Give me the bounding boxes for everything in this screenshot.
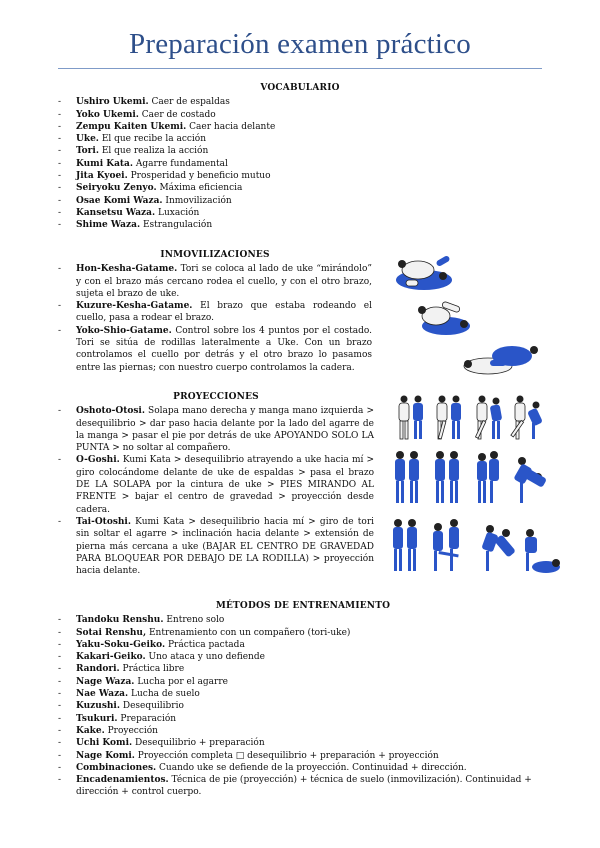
kuzure-kesa-gatame-illustration [412,298,476,342]
list-metodos [58,614,548,798]
section-inmovilizaciones [58,249,372,374]
list-item: - O-Goshi. Kumi Kata > desequilibrio atrayendo a uke hacia mí > giro colocándome delante de uke de espaldas > pasa el brazo DE LA SOLAPA por la cintura de uke > PIES MIRANDO AL FRENTE > bajar el centro de gravedad > proyección desde cadera. [58,454,374,515]
list-vocabulario [58,96,542,231]
list-item: - Kuzure-Kesha-Gatame. El brazo que estaba rodeando el cuello, pasa a rodear el brazo. [58,300,372,325]
tai-otoshi-illustration [390,515,560,585]
list-item: - Tsukuri. Preparación [58,713,548,725]
section-proyecciones [58,391,374,577]
heading-metodos: MÉTODOS DE ENTRENAMIENTO [215,601,391,611]
section-vocabulario [58,82,542,232]
list-item: - Osae Komi Waza. Inmovilización [58,195,542,207]
list-item: - Yoko-Shio-Gatame. Control sobre los 4 puntos por el costado. Tori se sitúa de rodillas lateralmente a Uke. Con un brazo controlamos el cuello por detrás y el otro brazo lo pasamos entre las piernas; con nuestro cuerpo controlamos la cadera. [58,325,372,374]
list-item: - Hon-Kesha-Gatame. Tori se coloca al lado de uke “mirándolo” y con el brazo más cercano rodea el cuello, y con el otro brazo, sujeta el brazo de uke. [58,263,372,300]
list-inmovilizaciones [58,263,372,374]
list-item: - Seiryoku Zenyo. Máxima eficiencia [58,182,542,194]
list-item: - Uchi Komi. Desequilibrio + preparación [58,737,548,749]
list-item: - Kansetsu Waza. Luxación [58,207,542,219]
list-item: - Encadenamientos. Técnica de pie (proyección) + técnica de suelo (inmovilización). Continuidad + dirección + control cuerpo. [58,774,548,799]
o-soto-otoshi-illustration [394,393,544,443]
list-item: - Tai-Otoshi. Kumi Kata > desequilibrio hacia mí > giro de tori sin soltar el agarre > inclinación hacia delante > extensión de pierna más cercana a uke (BAJAR EL CENTRO DE GRAVEDAD PARA BLOQUEAR POR DEBAJO DE LA RODILLA) > proyección hacia delante. [58,516,374,577]
list-item: - Tori. El que realiza la acción [58,145,542,157]
list-item: - Yaku-Soku-Geiko. Práctica pactada [58,639,548,651]
list-item: - Oshoto-Otosi. Solapa mano derecha y manga mano izquierda > desequilibrio > dar paso hacia delante por la lado del agarre de la manga > pasar el pie por detrás de uke APOYANDO SOLO LA PUNTA > no soltar al compañero. [58,405,374,454]
heading-vocabulario: VOCABULARIO [260,83,340,93]
list-item: - Combinaciones. Cuando uke se defiende de la proyección. Continuidad + dirección. [58,762,548,774]
list-item: - Randori. Práctica libre [58,663,548,675]
hon-kesa-gatame-illustration [388,250,458,298]
list-item: - Kake. Proyección [58,725,548,737]
list-item: - Kuzushi. Desequilibrio [58,700,548,712]
list-item: - Yoko Ukemi. Caer de costado [58,109,542,121]
list-item: - Shime Waza. Estrangulación [58,219,542,231]
list-item: - Nage Komi. Proyección completa □ desequilibrio + preparación + proyección [58,750,548,762]
list-item: - Nage Waza. Lucha por el agarre [58,676,548,688]
list-proyecciones [58,405,374,577]
section-metodos [58,600,548,799]
title-divider [58,68,542,69]
o-goshi-illustration [392,447,552,517]
list-item: - Jita Kyoei. Prosperidad y beneficio mutuo [58,170,542,182]
list-item: - Ushiro Ukemi. Caer de espaldas [58,96,542,108]
heading-proyecciones: PROYECCIONES [173,392,259,402]
yoko-shiho-gatame-illustration [460,338,544,378]
heading-inmovilizaciones: INMOVILIZACIONES [160,250,270,260]
list-item: - Zempu Kaiten Ukemi. Caer hacia delante [58,121,542,133]
list-item: - Uke. El que recibe la acción [58,133,542,145]
list-item: - Kakari-Geiko. Uno ataca y uno defiende [58,651,548,663]
list-item: - Tandoku Renshu. Entreno solo [58,614,548,626]
page-title: Preparación examen práctico [129,28,471,60]
list-item: - Sotai Renshu, Entrenamiento con un compañero (tori-uke) [58,627,548,639]
list-item: - Nae Waza. Lucha de suelo [58,688,548,700]
list-item: - Kumi Kata. Agarre fundamental [58,158,542,170]
